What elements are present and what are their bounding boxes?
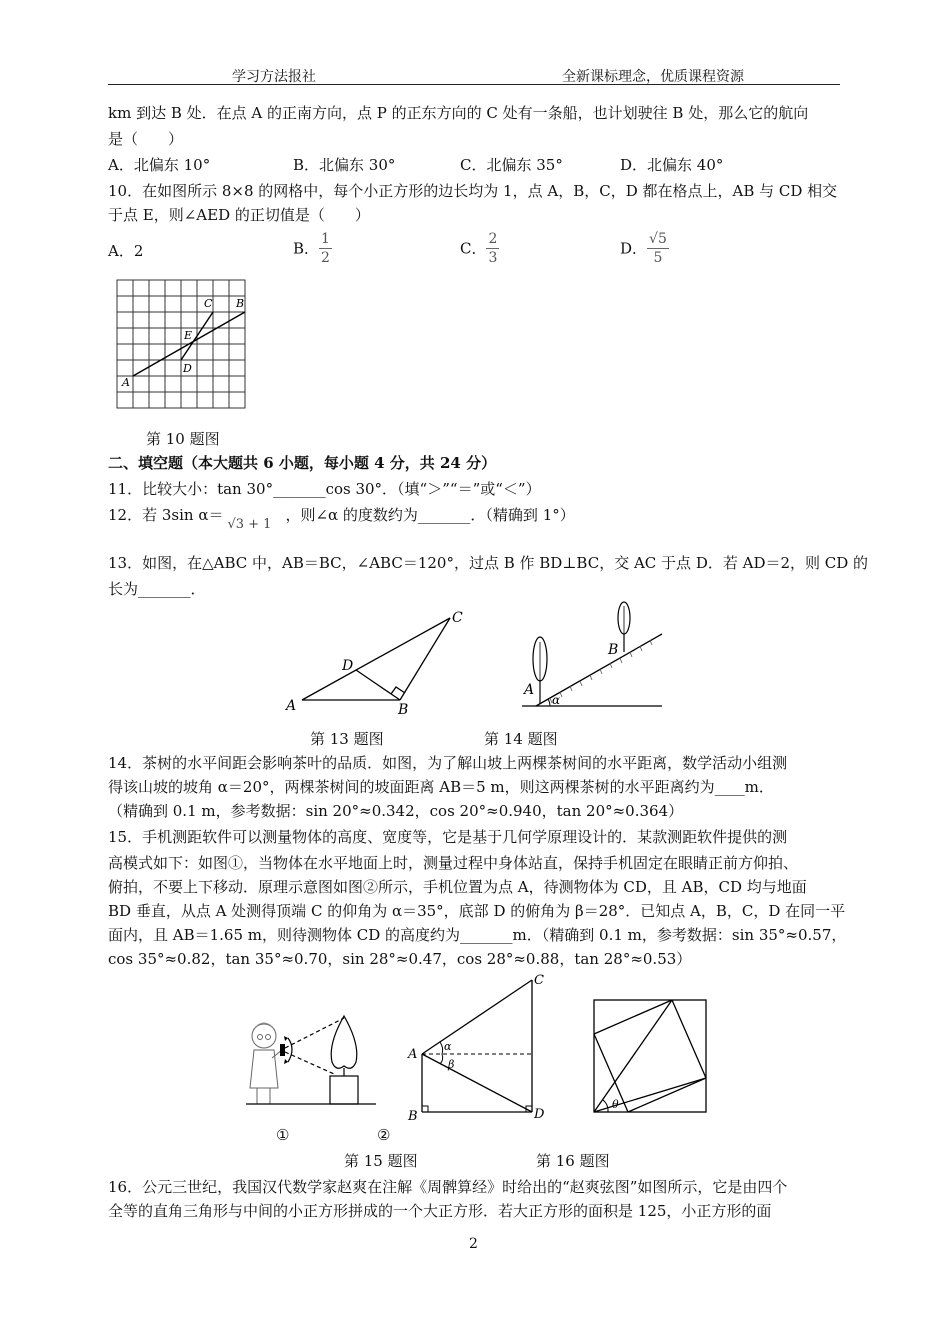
tree-a bbox=[533, 637, 547, 704]
q15-line3: 俯拍，不要上下移动．原理示意图如图②所示，手机位置为点 A，待测物体为 CD，且 AB，CD 均与地面 bbox=[108, 878, 807, 896]
inner-line-6 bbox=[594, 1078, 706, 1112]
label-a: A bbox=[408, 1047, 418, 1062]
label-c: C bbox=[452, 610, 463, 626]
inner-line-2 bbox=[672, 1000, 706, 1078]
q9-option-c: C．北偏东 35° bbox=[460, 156, 563, 174]
phone-icon bbox=[280, 1044, 285, 1056]
label-a: A bbox=[286, 698, 297, 714]
q15-line4: BD 垂直，从点 A 处测得顶端 C 的仰角为 α＝35°，底部 D 的俯角为 β＝28°．已知点 A，B，C，D 在同一平 bbox=[108, 902, 846, 920]
label-b: B bbox=[608, 642, 619, 658]
frac-numerator: 2 bbox=[488, 231, 498, 247]
q10-option-c-label: C． bbox=[460, 239, 487, 258]
q10-option-b-fraction bbox=[319, 230, 332, 267]
q15-line5: 面内，且 AB＝1.65 m，则待测物体 CD 的高度约为_______m．（精确到 0.1 m，参考数据：sin 35°≈0.57， bbox=[108, 926, 847, 944]
label-c: C bbox=[204, 297, 213, 310]
label-d: D bbox=[183, 362, 192, 375]
q15-figure2-label: ② bbox=[377, 1126, 391, 1144]
q10-option-b-label: B． bbox=[293, 239, 320, 258]
q10-option-d-fraction bbox=[647, 230, 669, 267]
frac-denominator: 2 bbox=[321, 250, 330, 266]
label-theta: θ bbox=[612, 1098, 619, 1111]
q10-option-d bbox=[620, 230, 669, 267]
q16-chord-diagram bbox=[588, 996, 714, 1120]
frac-numerator: 1 bbox=[321, 231, 330, 247]
page-number: 2 bbox=[469, 1236, 478, 1252]
side-ac bbox=[302, 618, 450, 700]
q10-grid-figure bbox=[112, 276, 262, 416]
label-c: C bbox=[534, 973, 544, 988]
q12-suffix: ，则∠α 的度数约为_______．（精确到 1°） bbox=[285, 506, 575, 524]
q9-option-a: A．北偏东 10° bbox=[108, 156, 211, 174]
label-alpha: α bbox=[444, 1040, 452, 1053]
q12-prefix: 12．若 3sin α＝ bbox=[108, 506, 224, 524]
q14-line1: 14．茶树的水平间距会影响茶叶的品质．如图，为了解山坡上两棵茶树间的水平距离，数学活动小组测 bbox=[108, 754, 788, 772]
inner-line-3 bbox=[628, 1078, 706, 1112]
tree-b bbox=[618, 602, 630, 652]
q9-line1: km 到达 B 处．在点 A 的正南方向，点 P 的正东方向的 C 处有一条船，也计划驶往 B 处，那么它的航向 bbox=[108, 104, 809, 122]
q11-text: 11．比较大小：tan 30°_______cos 30°．（填“＞”“＝”或“＜”） bbox=[108, 480, 541, 498]
q13-triangle-figure bbox=[282, 604, 472, 714]
q13-line2: 长为_______． bbox=[108, 580, 206, 598]
q16-line2: 全等的直角三角形与中间的小正方形拼成的一个大正方形．若大正方形的面积是 125，小正方形的面 bbox=[108, 1202, 772, 1220]
inner-line-4 bbox=[594, 1034, 628, 1112]
q10-line2: 于点 E，则∠AED 的正切值是（ ） bbox=[108, 206, 370, 224]
q9-option-b: B．北偏东 30° bbox=[293, 156, 396, 174]
q15-figure1-label: ① bbox=[276, 1126, 290, 1144]
q15-figure-2 bbox=[404, 968, 554, 1124]
q14-caption: 第 14 题图 bbox=[484, 730, 558, 748]
label-alpha: α bbox=[552, 693, 561, 707]
sight-ac bbox=[422, 980, 532, 1054]
label-b: B bbox=[408, 1109, 418, 1124]
label-a: A bbox=[122, 376, 130, 389]
q14-line3: （精确到 0.1 m，参考数据：sin 20°≈0.342，cos 20°≈0.940，tan 20°≈0.364） bbox=[108, 802, 684, 820]
q10-option-a: A．2 bbox=[108, 242, 144, 260]
label-a: A bbox=[524, 682, 535, 698]
q15-line2: 高模式如下：如图①，当物体在水平地面上时，测量过程中身体站直，保持手机固定在眼睛正前方仰拍、 bbox=[108, 854, 799, 872]
side-bc bbox=[400, 618, 450, 700]
q12-denominator: √3 + 1 bbox=[227, 517, 272, 532]
q15-caption: 第 15 题图 bbox=[344, 1152, 418, 1170]
label-e: E bbox=[184, 329, 193, 342]
header-right: 全新课标理念，优质课程资源 bbox=[562, 69, 744, 85]
label-b: B bbox=[236, 297, 245, 310]
q13-line1: 13．如图，在△ABC 中，AB＝BC，∠ABC＝120°，过点 B 作 BD⊥BC，交 AC 于点 D．若 AD＝2，则 CD 的 bbox=[108, 554, 869, 572]
q10-option-b bbox=[293, 230, 332, 267]
q12-fraction bbox=[223, 500, 285, 532]
q14-slope-figure bbox=[516, 596, 666, 711]
q15-line6: cos 35°≈0.82，tan 35°≈0.70，sin 28°≈0.47，cos 28°≈0.88，tan 28°≈0.53） bbox=[108, 950, 692, 968]
q10-option-c bbox=[460, 230, 499, 267]
q10-caption: 第 10 题图 bbox=[146, 430, 220, 448]
person-icon bbox=[250, 1023, 282, 1104]
segment-bd bbox=[356, 670, 400, 700]
q9-option-d: D．北偏东 40° bbox=[620, 156, 724, 174]
label-d: D bbox=[342, 658, 354, 674]
q14-line2: 得该山坡的坡角 α＝20°，两棵茶树间的坡面距离 AB＝5 m，则这两棵茶树的水平距离约为____m． bbox=[108, 778, 774, 796]
q16-caption: 第 16 题图 bbox=[536, 1152, 610, 1170]
sight-ad bbox=[422, 1054, 532, 1112]
sight-line-down bbox=[285, 1052, 334, 1074]
label-b: B bbox=[398, 702, 409, 714]
q15-line1: 15．手机测距软件可以测量物体的高度、宽度等，它是基于几何学原理设计的．某款测距软件提供的测 bbox=[108, 828, 788, 846]
q15-figure-1 bbox=[236, 1006, 382, 1118]
q12-text bbox=[108, 500, 848, 540]
q10-line1: 10．在如图所示 8×8 的网格中，每个小正方形的边长均为 1，点 A，B，C，D 都在格点上，AB 与 CD 相交 bbox=[108, 182, 838, 200]
q10-option-c-fraction bbox=[486, 230, 499, 267]
q16-line1: 16．公元三世纪，我国汉代数学家赵爽在注解《周髀算经》时给出的“赵爽弦图”如图所示，它是由四个 bbox=[108, 1178, 788, 1196]
header-rule bbox=[108, 84, 840, 85]
flame-object bbox=[330, 1016, 358, 1104]
section-title: 二、填空题（本大题共 6 小题，每小题 4 分，共 24 分） bbox=[108, 454, 497, 472]
q10-option-d-label: D． bbox=[620, 239, 648, 258]
frac-denominator: 3 bbox=[488, 250, 498, 266]
right-angle-mark bbox=[391, 687, 405, 694]
frac-numerator: √5 bbox=[649, 231, 667, 247]
frac-denominator: 5 bbox=[653, 250, 663, 266]
label-beta: β bbox=[448, 1058, 455, 1071]
label-d: D bbox=[534, 1107, 545, 1122]
header-left: 学习方法报社 bbox=[232, 69, 316, 85]
q13-caption: 第 13 题图 bbox=[310, 730, 384, 748]
q9-line2: 是（ ） bbox=[108, 130, 184, 148]
